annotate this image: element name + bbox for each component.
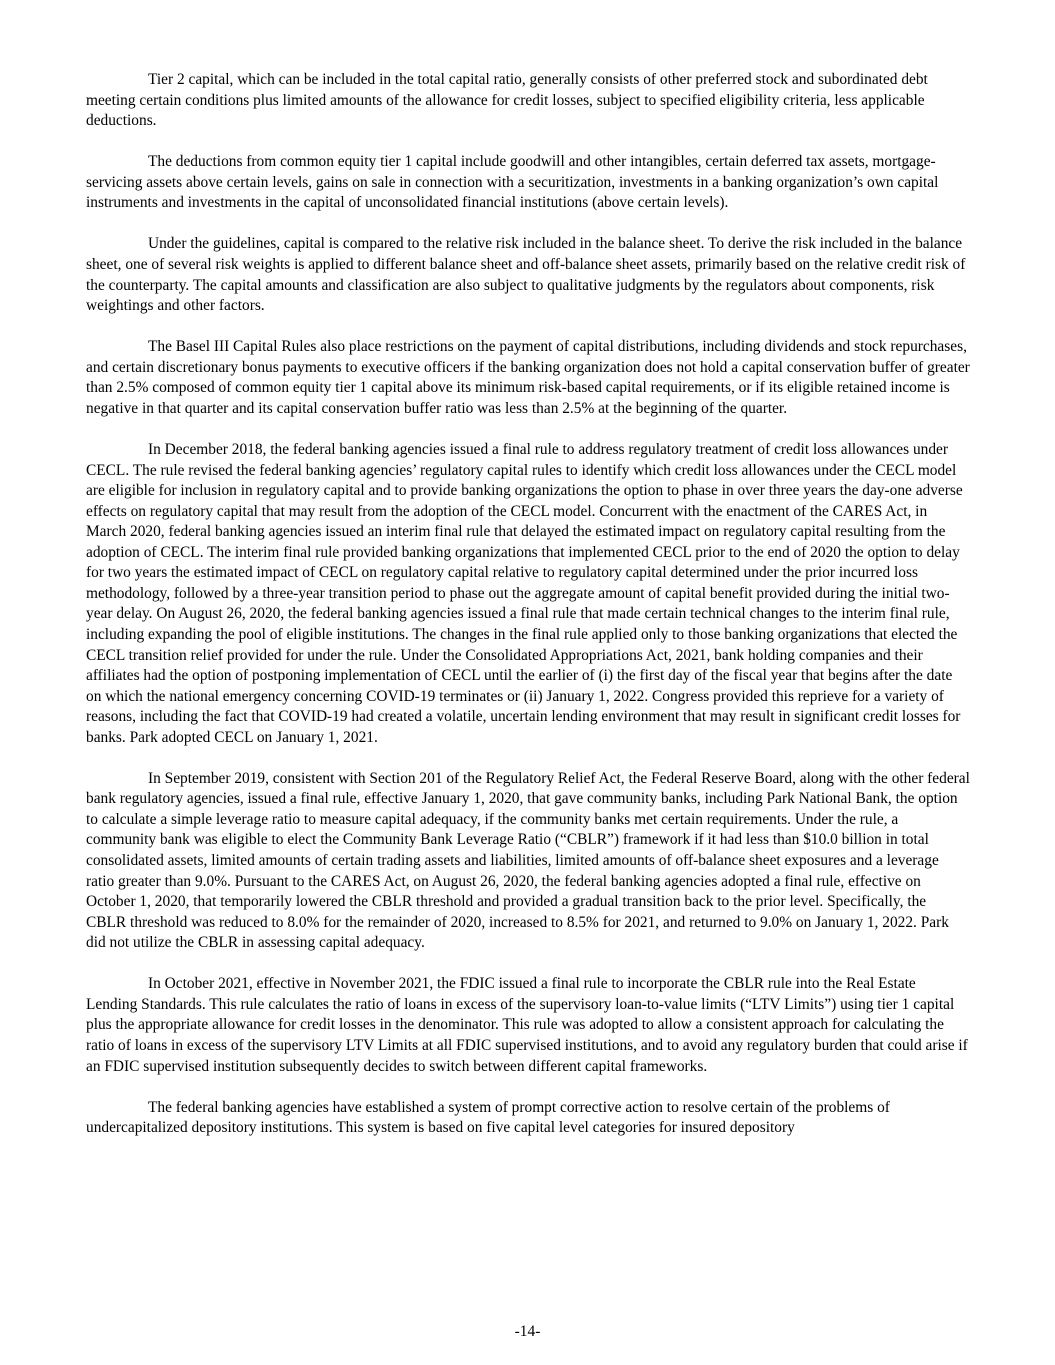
paragraph-fdic-ltv-rule: In October 2021, effective in November 2021, the FDIC issued a final rule to incorporate the CBLR rule into the Real Estate Lending Standards. This rule calculates the ratio of loans in excess of the supervisory loan-to-value limits (“LTV Limits”) using tier 1 capital plus the appropriate allowance for credit losses in the denominator. This rule was adopted to allow a consistent approach for calculating the ratio of loans in excess of the supervisory LTV Limits at all FDIC supervised institutions, and to avoid any regulatory burden that could arise if an FDIC supervised institution subsequently decides to switch between different capital frameworks. xyxy=(86,975,968,1075)
paragraph-cblr-framework: In September 2019, consistent with Section 201 of the Regulatory Relief Act, the Federal Reserve Board, along with the other federal bank regulatory agencies, issued a final rule, effective January 1, 2020, that gave community banks, including Park National Bank, the option to calculate a simple leverage ratio to measure capital adequacy, if the community banks met certain requirements. Under the rule, a community bank was eligible to elect the Community Bank Leverage Ratio (“CBLR”) framework if it had less than $10.0 billion in total consolidated assets, limited amounts of certain trading assets and liabilities, limited amounts of off-balance sheet exposures and a leverage ratio greater than 9.0%. Pursuant to the CARES Act, on August 26, 2020, the federal banking agencies adopted a final rule, effective on October 1, 2020, that temporarily lowered the CBLR threshold and provided a gradual transition back to the prior level. Specifically, the CBLR threshold was reduced to 8.0% for the remainder of 2020, increased to 8.5% for 2021, and returned to 9.0% on January 1, 2022. Park did not utilize the CBLR in assessing capital adequacy. xyxy=(86,769,970,952)
paragraph-cet1-deductions: The deductions from common equity tier 1 capital include goodwill and other intangibles, certain deferred tax assets, mortgage-servicing assets above certain levels, gains on sale in connection with a securitization, investments in a banking organization’s own capital instruments and investments in the capital of unconsolidated financial institutions (above certain levels). xyxy=(86,153,939,212)
paragraph-tier2-capital: Tier 2 capital, which can be included in the total capital ratio, generally consists of other preferred stock and subordinated debt meeting certain conditions plus limited amounts of the allowance for credit losses, subject to specified eligibility criteria, less applicable deductions. xyxy=(86,71,928,130)
document-body xyxy=(86,70,970,1159)
page-number: -14- xyxy=(514,1323,541,1340)
paragraph-risk-weights: Under the guidelines, capital is compared to the relative risk included in the balance sheet. To derive the risk included in the balance sheet, one of several risk weights is applied to different balance sheet and off-balance sheet assets, primarily based on the relative credit risk of the counterparty. The capital amounts and classification are also subject to qualitative judgments by the regulators about components, risk weightings and other factors. xyxy=(86,235,966,315)
paragraph-cecl-rule: In December 2018, the federal banking agencies issued a final rule to address regulatory treatment of credit loss allowances under CECL. The rule revised the federal banking agencies’ regulatory capital rules to identify which credit loss allowances under the CECL model are eligible for inclusion in regulatory capital and to provide banking organizations the option to phase in over three years the day-one adverse effects on regulatory capital that may result from the adoption of the CECL model. Concurrent with the enactment of the CARES Act, in March 2020, federal banking agencies issued an interim final rule that delayed the estimated impact on regulatory capital resulting from the adoption of CECL. The interim final rule provided banking organizations that implemented CECL prior to the end of 2020 the option to delay for two years the estimated impact of CECL on regulatory capital relative to regulatory capital determined under the prior incurred loss methodology, followed by a three-year transition period to phase out the aggregate amount of capital benefit provided during the initial two-year delay. On August 26, 2020, the federal banking agencies issued a final rule that made certain technical changes to the interim final rule, including expanding the pool of eligible institutions. The changes in the final rule applied only to those banking organizations that elected the CECL transition relief provided for under the rule. Under the Consolidated Appropriations Act, 2021, bank holding companies and their affiliates had the option of postponing implementation of CECL until the earlier of (i) the first day of the fiscal year that begins after the date on which the national emergency concerning COVID-19 terminates or (ii) January 1, 2022. Congress provided this reprieve for a variety of reasons, including the fact that COVID-19 had created a volatile, uncertain lending environment that may result in significant credit losses for banks. Park adopted CECL on January 1, 2021. xyxy=(86,441,963,746)
paragraph-capital-conservation-buffer: The Basel III Capital Rules also place restrictions on the payment of capital distributions, including dividends and stock repurchases, and certain discretionary bonus payments to executive officers if the banking organization does not hold a capital conservation buffer of greater than 2.5% composed of common equity tier 1 capital above its minimum risk-based capital requirements, or if its eligible retained income is negative in that quarter and its capital conservation buffer ratio was less than 2.5% at the beginning of the quarter. xyxy=(86,338,970,417)
paragraph-prompt-corrective-action: The federal banking agencies have established a system of prompt corrective action to resolve certain of the problems of undercapitalized depository institutions. This system is based on five capital level categories for insured depository xyxy=(86,1098,890,1137)
